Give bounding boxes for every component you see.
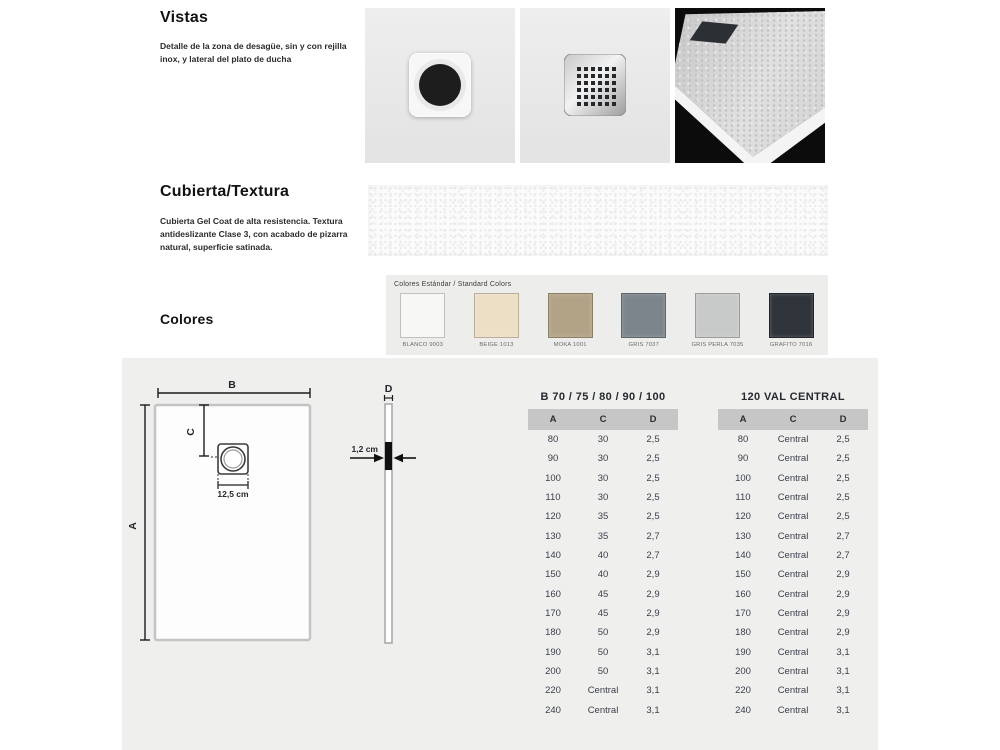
cell-c: 40 xyxy=(597,550,609,562)
cell-a: 120 xyxy=(735,511,751,523)
table-row xyxy=(528,643,678,662)
cell-d: 2,5 xyxy=(646,434,660,445)
cell-a: 150 xyxy=(545,569,561,581)
table-row xyxy=(718,546,868,565)
cell-a: 150 xyxy=(735,569,751,581)
cell-c: Central xyxy=(777,530,809,542)
table-row xyxy=(718,488,868,507)
color-swatch-chip xyxy=(695,293,740,338)
cell-d: 3,1 xyxy=(646,646,660,658)
cell-c: Central xyxy=(777,511,809,523)
dim-label-b: B xyxy=(228,379,236,391)
table-row xyxy=(718,701,868,720)
cell-a: 170 xyxy=(545,608,561,620)
cell-d: 3,1 xyxy=(646,704,660,716)
color-swatch-chip xyxy=(400,293,445,338)
side-view xyxy=(350,395,416,643)
cell-c: Central xyxy=(777,492,809,504)
table-row xyxy=(718,623,868,642)
table-row xyxy=(718,604,868,623)
cell-a: 200 xyxy=(545,666,561,678)
tray-corner-image xyxy=(675,8,825,163)
color-swatch xyxy=(460,293,533,348)
cell-c: 35 xyxy=(597,511,609,523)
cell-a: 100 xyxy=(545,472,561,484)
cell-d: 2,5 xyxy=(836,453,850,465)
cell-a: 180 xyxy=(735,627,751,639)
cell-c: 30 xyxy=(597,472,609,484)
texture-sample-image xyxy=(368,185,828,256)
table-row xyxy=(528,527,678,546)
cell-c: 50 xyxy=(597,666,609,678)
color-swatch-chip xyxy=(474,293,519,338)
color-swatch-name: GRAFITO 7016 xyxy=(769,342,813,348)
cell-d: 2,5 xyxy=(646,453,660,465)
cell-d: 2,5 xyxy=(836,434,850,445)
dim-label-c: C xyxy=(185,428,197,436)
cell-d: 2,5 xyxy=(836,511,850,523)
table-row xyxy=(528,565,678,584)
table-row xyxy=(528,681,678,700)
color-swatch xyxy=(755,293,828,348)
column-header-a: A xyxy=(739,414,747,425)
cell-c: Central xyxy=(777,627,809,639)
cell-d: 2,7 xyxy=(646,550,660,562)
table-row xyxy=(718,662,868,681)
column-header-d: D xyxy=(839,414,847,425)
cell-c: 35 xyxy=(597,530,609,542)
table-row xyxy=(718,507,868,526)
table-header xyxy=(718,409,868,430)
color-swatch-name: BEIGE 1013 xyxy=(479,342,514,348)
dim-label-a: A xyxy=(127,522,139,530)
cell-a: 220 xyxy=(735,685,751,697)
drain-width-label: 12,5 cm xyxy=(217,489,249,499)
cell-c: Central xyxy=(777,588,809,600)
cell-c: Central xyxy=(587,685,619,697)
cell-d: 2,9 xyxy=(836,588,850,600)
cell-a: 90 xyxy=(737,453,749,465)
cell-c: 50 xyxy=(597,627,609,639)
table-row xyxy=(718,585,868,604)
table-body xyxy=(528,430,678,720)
table-row xyxy=(718,469,868,488)
table-row xyxy=(718,643,868,662)
drain-plan-detail xyxy=(218,444,248,474)
table-row xyxy=(528,604,678,623)
table-row xyxy=(528,449,678,468)
tray-plan-outline xyxy=(155,405,310,640)
table-title: B 70 / 75 / 80 / 90 / 100 xyxy=(540,391,666,403)
inox-grille-icon xyxy=(564,54,626,116)
cell-d: 2,7 xyxy=(836,550,850,562)
table-header xyxy=(528,409,678,430)
cell-c: Central xyxy=(777,646,809,658)
color-swatch xyxy=(607,293,680,348)
cell-a: 130 xyxy=(545,530,561,542)
colores-title: Colores xyxy=(160,311,214,327)
cell-d: 2,5 xyxy=(646,472,660,484)
cell-d: 2,5 xyxy=(646,511,660,523)
cell-d: 2,5 xyxy=(836,472,850,484)
cell-d: 3,1 xyxy=(646,685,660,697)
cell-d: 2,9 xyxy=(836,627,850,639)
cubierta-description: Cubierta Gel Coat de alta resistencia. Textura antideslizante Clase 3, con acabado de pizarra natural, superficie satinada. xyxy=(160,215,348,252)
cell-a: 140 xyxy=(545,550,561,562)
cell-a: 170 xyxy=(735,608,751,620)
cell-a: 120 xyxy=(545,511,561,523)
table-row xyxy=(718,681,868,700)
table-row xyxy=(528,507,678,526)
cell-a: 110 xyxy=(735,492,751,504)
column-header-d: D xyxy=(649,414,657,425)
color-swatch-name: MOKA 1001 xyxy=(553,342,587,348)
color-swatch-name: GRIS PERLA 7035 xyxy=(691,342,744,348)
cell-c: Central xyxy=(777,434,809,445)
cell-d: 2,7 xyxy=(836,530,850,542)
cell-c: Central xyxy=(777,453,809,465)
cell-c: Central xyxy=(777,704,809,716)
cell-c: Central xyxy=(777,685,809,697)
cubierta-title: Cubierta/Textura xyxy=(160,183,290,200)
cell-a: 240 xyxy=(545,704,561,716)
cell-a: 190 xyxy=(735,646,751,658)
cell-a: 190 xyxy=(545,646,561,658)
cell-d: 3,1 xyxy=(836,685,850,697)
standard-colors-label: Colores Estándar / Standard Colors xyxy=(394,281,512,288)
cell-d: 2,9 xyxy=(646,569,660,581)
table-title: 120 VAL CENTRAL xyxy=(740,391,845,403)
cell-c: Central xyxy=(587,704,619,716)
cell-a: 140 xyxy=(735,550,751,562)
color-swatch xyxy=(534,293,607,348)
cell-d: 2,5 xyxy=(836,492,850,504)
cell-a: 100 xyxy=(735,472,751,484)
table-row xyxy=(528,488,678,507)
cell-d: 3,1 xyxy=(646,666,660,678)
vistas-description: Detalle de la zona de desagüe, sin y con rejilla inox, y lateral del plato de ducha xyxy=(160,40,347,64)
cell-c: 30 xyxy=(597,434,609,445)
table-row xyxy=(528,546,678,565)
cell-d: 3,1 xyxy=(836,666,850,678)
column-header-c: C xyxy=(789,414,797,425)
drain-hole xyxy=(419,64,461,106)
cell-c: 50 xyxy=(597,646,609,658)
color-swatch-chip xyxy=(621,293,666,338)
edge-thickness-label: 1,2 cm xyxy=(351,444,378,454)
product-views-row xyxy=(365,8,825,163)
dim-label-d: D xyxy=(384,383,393,395)
cell-a: 110 xyxy=(545,492,561,504)
cell-d: 2,9 xyxy=(646,588,660,600)
cell-d: 3,1 xyxy=(836,646,850,658)
cell-c: Central xyxy=(777,608,809,620)
vistas-title: Vistas xyxy=(160,9,209,26)
dimensions-diagram xyxy=(122,368,430,660)
cell-a: 220 xyxy=(545,685,561,697)
table-row xyxy=(718,565,868,584)
table-row xyxy=(528,662,678,681)
cell-c: Central xyxy=(777,569,809,581)
edge-thickness-mark xyxy=(385,442,392,470)
cell-c: 30 xyxy=(597,453,609,465)
dimension-table-120-val-central xyxy=(718,388,868,720)
color-swatch xyxy=(681,293,754,348)
table-row xyxy=(718,527,868,546)
cell-a: 200 xyxy=(735,666,751,678)
cell-c: 40 xyxy=(597,569,609,581)
cell-a: 80 xyxy=(547,434,559,445)
standard-colors-panel xyxy=(386,275,828,355)
color-swatch-name: BLANCO 9003 xyxy=(402,342,444,348)
color-swatch-name: GRIS 7037 xyxy=(628,342,660,348)
cell-a: 240 xyxy=(735,704,751,716)
column-header-a: A xyxy=(549,414,557,425)
table-row xyxy=(528,469,678,488)
cell-d: 2,9 xyxy=(646,608,660,620)
table-row xyxy=(528,430,678,449)
cell-c: 30 xyxy=(597,492,609,504)
cell-c: Central xyxy=(777,666,809,678)
table-row xyxy=(718,430,868,449)
color-swatch xyxy=(386,293,459,348)
drain-inox-grille-image xyxy=(520,8,670,163)
cell-d: 2,9 xyxy=(836,569,850,581)
cell-d: 2,7 xyxy=(646,530,660,542)
dimension-table-b-series xyxy=(528,388,678,720)
cell-d: 2,9 xyxy=(836,608,850,620)
cell-a: 80 xyxy=(737,434,749,445)
cell-c: 45 xyxy=(597,588,609,600)
cell-d: 3,1 xyxy=(836,704,850,716)
table-row xyxy=(528,585,678,604)
cell-a: 180 xyxy=(545,627,561,639)
cell-c: Central xyxy=(777,550,809,562)
table-row xyxy=(718,449,868,468)
color-swatch-list xyxy=(386,293,828,348)
cell-a: 130 xyxy=(735,530,751,542)
table-row xyxy=(528,623,678,642)
cell-d: 2,5 xyxy=(646,492,660,504)
cell-a: 160 xyxy=(545,588,561,600)
table-row xyxy=(528,701,678,720)
cell-c: 45 xyxy=(597,608,609,620)
cell-d: 2,9 xyxy=(646,627,660,639)
cell-a: 160 xyxy=(735,588,751,600)
column-header-c: C xyxy=(599,414,607,425)
drain-no-grille-image xyxy=(365,8,515,163)
table-body xyxy=(718,430,868,720)
drain-recess xyxy=(409,53,471,117)
cell-a: 90 xyxy=(547,453,559,465)
color-swatch-chip xyxy=(769,293,814,338)
cell-c: Central xyxy=(777,472,809,484)
color-swatch-chip xyxy=(548,293,593,338)
